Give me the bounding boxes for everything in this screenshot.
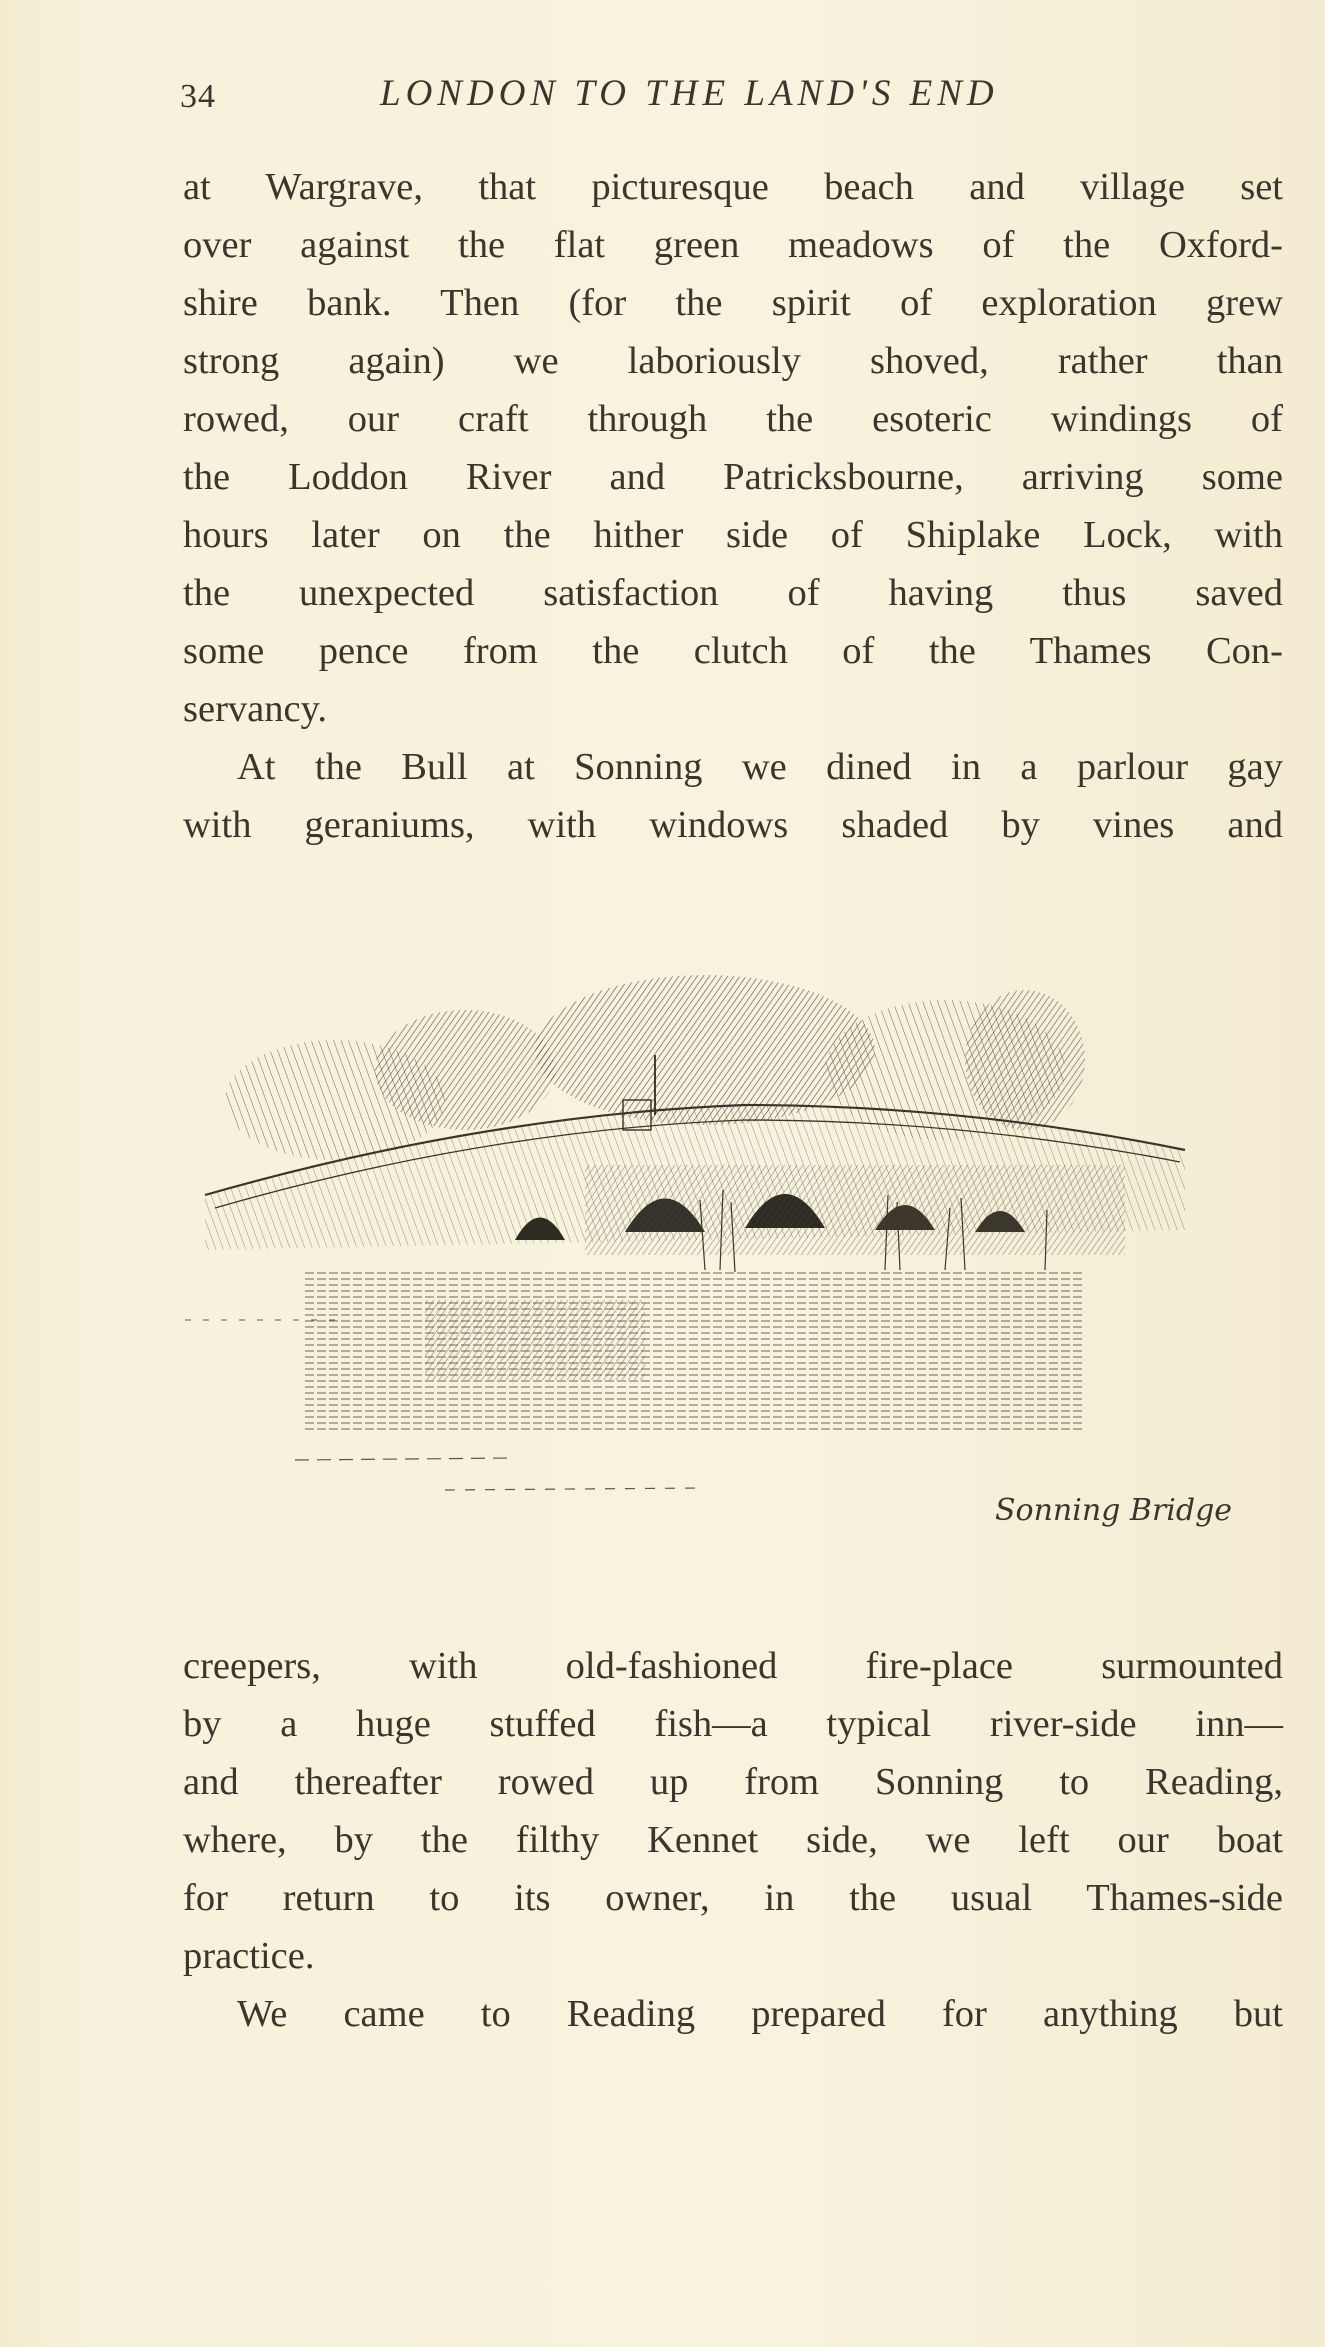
text-line: the unexpected satisfaction of having thus saved: [183, 572, 1283, 614]
text-line: with geraniums, with windows shaded by vines and: [183, 804, 1283, 846]
text-line: for return to its owner, in the usual Thames-side: [183, 1877, 1283, 1919]
text-line: creepers, with old-fashioned fire-place surmounted: [183, 1645, 1283, 1687]
text-line: and thereafter rowed up from Sonning to Reading,: [183, 1761, 1283, 1803]
text-line: over against the flat green meadows of the Oxford-: [183, 224, 1283, 266]
text-line: some pence from the clutch of the Thames Con-: [183, 630, 1283, 672]
bridge-engraving: [185, 940, 1235, 1560]
text-line: the Loddon River and Patricksbourne, arriving some: [183, 456, 1283, 498]
running-head: LONDON TO THE LAND'S END: [380, 73, 999, 114]
text-line: At the Bull at Sonning we dined in a parlour gay: [237, 746, 1283, 788]
sonning-bridge-illustration: [185, 940, 1235, 1560]
illustration-caption: Sonning Bridge: [995, 1493, 1233, 1528]
text-line: by a huge stuffed fish—a typical river-side inn—: [183, 1703, 1283, 1745]
text-line: where, by the filthy Kennet side, we left our boat: [183, 1819, 1283, 1861]
paragraph-block-bottom: [183, 1637, 1283, 2043]
text-line: servancy.: [183, 688, 327, 730]
text-line: practice.: [183, 1935, 315, 1977]
river-water: [185, 1270, 1085, 1490]
text-line: strong again) we laboriously shoved, rather than: [183, 340, 1283, 382]
page-number: 34: [180, 78, 216, 115]
text-line: shire bank. Then (for the spirit of exploration grew: [183, 282, 1283, 324]
text-line: rowed, our craft through the esoteric windings of: [183, 398, 1283, 440]
paragraph-block-top: [183, 158, 1283, 854]
text-line: We came to Reading prepared for anything but: [237, 1993, 1283, 2035]
text-line: at Wargrave, that picturesque beach and village set: [183, 166, 1283, 208]
text-line: hours later on the hither side of Shiplake Lock, with: [183, 514, 1283, 556]
